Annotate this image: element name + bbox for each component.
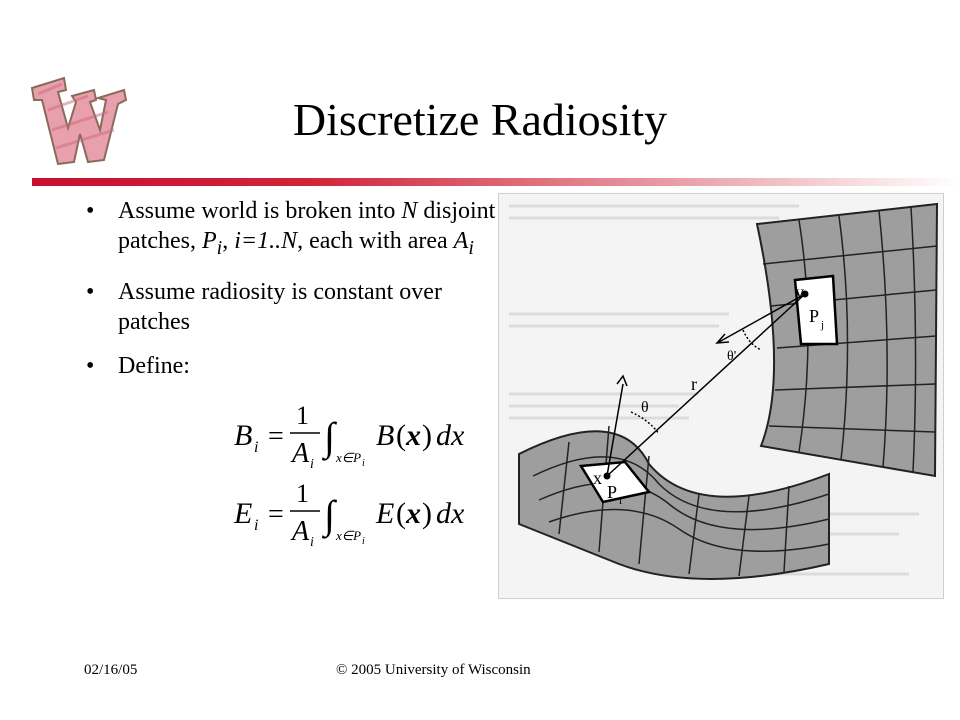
svg-text:): ) — [422, 419, 432, 452]
svg-text:): ) — [422, 497, 432, 530]
svg-text:∫: ∫ — [324, 414, 335, 459]
svg-text:j: j — [821, 319, 825, 331]
svg-text:i: i — [310, 457, 314, 470]
svg-text:i: i — [362, 458, 365, 469]
bullet-list — [86, 196, 496, 395]
footer-copyright: © 2005 University of Wisconsin — [336, 662, 531, 678]
svg-text:B: B — [376, 419, 395, 452]
label-r: r — [691, 374, 697, 394]
patches-diagram — [498, 193, 944, 599]
bullet-dot: • — [86, 352, 95, 379]
svg-text:=: = — [268, 499, 284, 530]
label-theta: θ — [641, 399, 649, 416]
svg-text:(: ( — [396, 497, 406, 530]
title-divider — [32, 178, 960, 186]
bullet-dot: • — [86, 198, 95, 224]
svg-text:1: 1 — [296, 479, 309, 508]
svg-text:A: A — [292, 516, 310, 547]
svg-text:x∈P: x∈P — [336, 528, 362, 543]
svg-text:(: ( — [396, 419, 406, 452]
svg-text:dx: dx — [436, 497, 465, 530]
label-pi: P — [607, 482, 618, 502]
svg-text:1: 1 — [296, 401, 309, 430]
bullet-item: • Assume radiosity is constant over patches — [86, 278, 442, 335]
bullet-item: • Define: — [86, 352, 190, 379]
svg-text:∫: ∫ — [324, 492, 335, 537]
svg-text:dx: dx — [436, 419, 465, 452]
surface-j — [757, 204, 937, 476]
svg-text:i: i — [362, 536, 365, 547]
bullet-dot: • — [86, 278, 95, 305]
svg-text:x: x — [406, 497, 421, 530]
svg-text:i: i — [310, 535, 314, 548]
label-pj: P — [809, 306, 820, 326]
svg-text:i: i — [254, 517, 259, 534]
footer-date: 02/16/05 — [84, 662, 138, 678]
bullet-item: • Assume world is broken into N disjoint patches, $P_i$, i=1..N, each with area $A_i$ — [86, 198, 496, 259]
equation-emission — [232, 478, 482, 548]
slide-title: Discretize Radiosity — [292, 94, 668, 145]
svg-text:x∈P: x∈P — [336, 450, 362, 465]
svg-text:=: = — [268, 421, 284, 452]
svg-text:x: x — [406, 419, 421, 452]
label-theta-prime: θ' — [727, 349, 737, 364]
svg-text:i: i — [619, 495, 623, 507]
label-x: x — [593, 468, 602, 488]
svg-text:E: E — [376, 497, 395, 530]
equation-radiosity — [232, 400, 482, 470]
svg-text:A: A — [292, 438, 310, 469]
svg-text:B: B — [234, 419, 253, 452]
label-y: y — [795, 282, 804, 302]
svg-text:i: i — [254, 439, 259, 456]
svg-text:E: E — [234, 497, 253, 530]
